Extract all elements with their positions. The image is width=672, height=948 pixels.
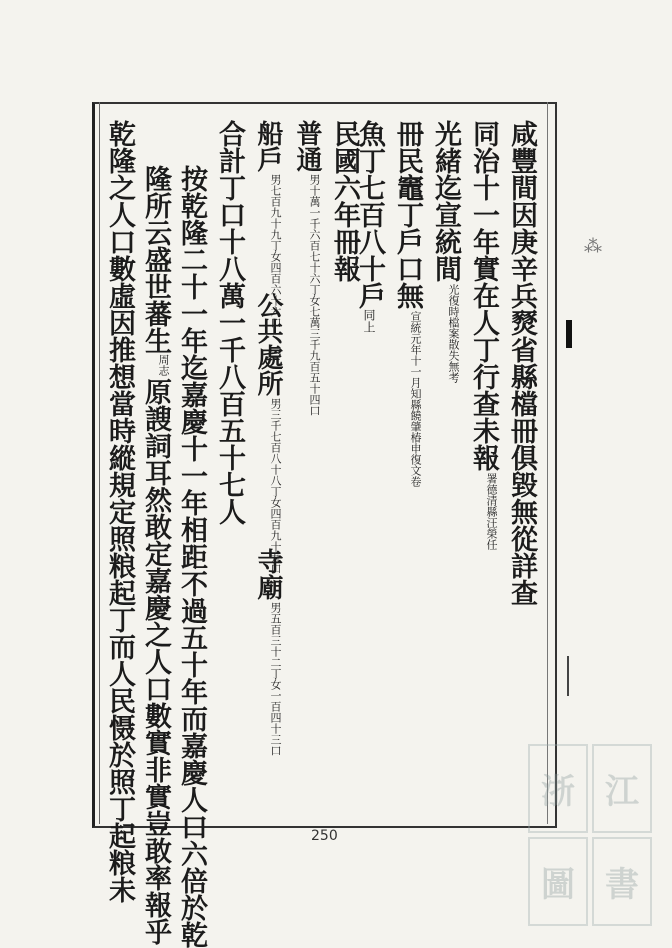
- column-9-text: 合計丁口十八萬一千八百五十七人: [214, 120, 245, 525]
- column-8-note-2: 男三千七百八十八丁女四百九十九口: [269, 398, 282, 574]
- seal-char: 江: [592, 744, 652, 833]
- column-3-text: 光緒迄宣統間: [430, 120, 461, 282]
- column-1-text: 咸豐間因庚辛兵燹省縣檔冊俱毀無從詳查: [506, 120, 537, 606]
- frame-inner-line-left: [99, 102, 100, 824]
- column-11-text: 隆所云盛世蕃生: [140, 165, 171, 354]
- column-10-text: 按乾隆二十一年迄嘉慶十一年相距不過五十年而嘉慶人口六倍於乾: [176, 165, 207, 948]
- column-5-note: 同上: [362, 309, 376, 333]
- column-11-text-2: 原謏詞耳然敢定嘉慶之人口數實非實豈敢率報乎: [140, 378, 171, 945]
- column-6-text: 民國六年冊報: [329, 120, 360, 282]
- column-2-text: 同治十一年實在人丁行查未報: [468, 120, 499, 471]
- edge-marker: [566, 320, 572, 348]
- text-column-5: [356, 120, 383, 333]
- column-5-text: 魚丁七百八十戶: [354, 120, 385, 309]
- text-column-1: [508, 120, 535, 606]
- column-12-text: 乾隆之人口數虛因推想當時縱規定照粮起丁而人民慑於照丁起粮未: [104, 120, 135, 903]
- column-8-note-3: 男五百三十二丁女一百四十三口: [269, 602, 282, 756]
- seal-char: 書: [592, 837, 652, 926]
- seal-char: 浙: [528, 744, 588, 833]
- column-8-mid: 公共處所: [253, 292, 283, 396]
- column-4-note: 宣統元年十一月知縣饒肇椿申復文卷: [409, 311, 422, 487]
- text-column-4: [394, 120, 421, 501]
- column-7-note: 男十萬一千六百七十六丁女七萬三千九百五十四口: [308, 174, 321, 416]
- column-7-head: 普通: [292, 120, 322, 172]
- page-number: 250: [311, 828, 338, 844]
- text-column-9: [216, 120, 243, 525]
- column-2-note: 署德清縣汪榮任: [485, 473, 498, 550]
- margin-mark: ⁂: [584, 236, 602, 257]
- column-3-note: 光復時檔案散失無考: [447, 284, 460, 383]
- column-4-text: 冊民竈丁戶口無: [392, 120, 423, 309]
- column-8-note-1: 男七百九十九丁女四百六十六口: [269, 174, 282, 328]
- text-column-3: [430, 120, 461, 383]
- text-column-12: [106, 120, 133, 903]
- column-11-note: 周志: [157, 354, 170, 376]
- seal-char: 圖: [528, 837, 588, 926]
- column-8-mid-2: 寺廟: [253, 548, 283, 600]
- text-column-7: [292, 120, 322, 416]
- text-column-10: [178, 165, 205, 948]
- library-seal-stamp: [528, 744, 652, 926]
- edge-tick: [567, 656, 569, 696]
- frame-inner-line-right: [547, 102, 548, 824]
- text-column-8: [253, 120, 283, 756]
- column-8-head: 船戶: [253, 120, 283, 172]
- text-column-2: [470, 120, 497, 557]
- text-column-11: [142, 165, 169, 945]
- text-column-6: [331, 120, 358, 282]
